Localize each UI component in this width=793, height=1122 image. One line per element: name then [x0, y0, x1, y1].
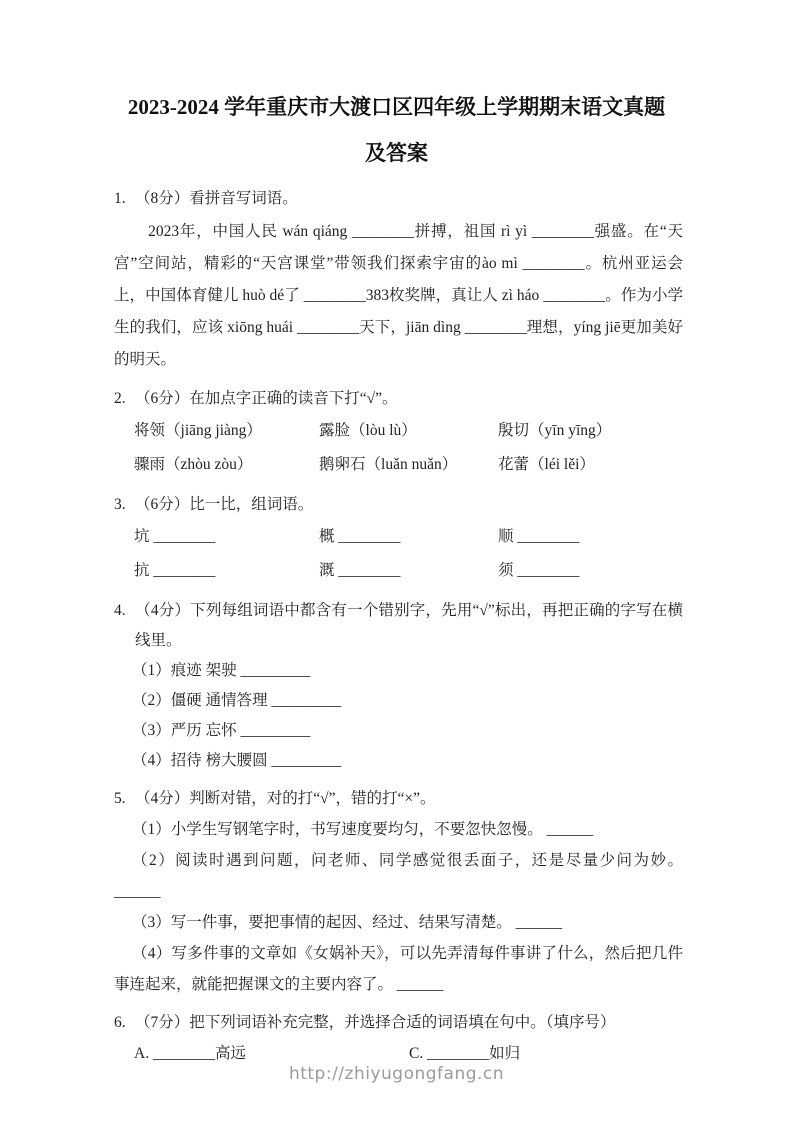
dotted-char: 殷 ·: [498, 422, 514, 439]
word-blank-shun: 顺 ________: [498, 528, 580, 545]
dotted-char: 卵 ·: [335, 456, 351, 473]
question-6-heading: [114, 1008, 683, 1038]
question-6: [114, 1008, 683, 1069]
pinyin-item-yinqie: [498, 414, 683, 448]
item-rest: （léi lěi）: [529, 456, 595, 473]
item-rest: 雨（zhòu zòu）: [149, 456, 253, 473]
question-4-item-3: （3）严历 忘怀 _________: [132, 722, 311, 739]
question-5-item-2: （2）阅读时遇到问题，问老师、同学感觉很丢面子，还是尽量少问为妙。 ______: [114, 852, 683, 900]
word-blank-xu: 须 ________: [498, 562, 580, 579]
pinyin-item-hualei: [498, 448, 683, 482]
word-blank-kang: 抗 ________: [134, 562, 216, 579]
exam-content: [0, 184, 793, 1069]
item-rest: 切（yīn yīng）: [513, 422, 612, 439]
word-blank-gai: 概 ________: [319, 528, 401, 545]
word-blank-gai2: 溉 ________: [319, 562, 401, 579]
item-rest: 石（luǎn nuǎn）: [350, 456, 458, 473]
question-4-item-4: （4）招待 榜大腰圆 _________: [132, 752, 342, 769]
question-2-text: （6分）在加点字正确的读音下打“√”。: [135, 390, 398, 407]
question-2-heading: [114, 384, 683, 414]
question-2-row-1: [134, 414, 683, 448]
question-2-number: 2.: [114, 390, 126, 407]
dotted-char: 蕾 ·: [514, 456, 530, 473]
pinyin-item-jiangling: [134, 414, 319, 448]
page-title: [0, 84, 793, 176]
title-line-2: 及答案: [365, 141, 428, 165]
question-3-text: （6分）比一比，组词语。: [135, 496, 314, 513]
question-4-item-2: （2）僵硬 通情答理 _________: [132, 692, 342, 709]
item-rest: 脸（lòu lù）: [334, 422, 417, 439]
question-3-heading: [114, 490, 683, 520]
question-5: [114, 784, 683, 1000]
question-6-number: 6.: [114, 1014, 126, 1031]
question-5-item-4: （4）写多件事的文章如《女娲补天》，可以先弄清每件事讲了什么，然后把几件事连起来，就能把握课文的主要内容了。 ______: [114, 945, 683, 993]
question-5-number: 5.: [114, 790, 126, 807]
question-1-text: （8分）看拼音写词语。: [135, 190, 298, 207]
question-3-row-1: [134, 520, 683, 554]
question-1-passage: 2023年，中国人民 wán qiáng ________拼搏，祖国 rì yì ________强盛。在“天宫”空间站，精彩的“天宫课堂”带领我们探索宇宙的ào mì ________。杭州亚运会上，中国体育健儿 huò dé了 ________383枚奖牌，真让人 zì háo ________。作为小学生的我们，应该 xiōng huái ________天下，jiān dìng ________理想，yíng jiē更加美好的明天。: [114, 223, 683, 368]
pinyin-item-eluanshi: [319, 448, 498, 482]
question-1-heading: [114, 184, 683, 214]
question-1: [114, 184, 683, 376]
question-5-item-1: （1）小学生写钢笔字时，书写速度要均匀，不要忽快忽慢。 ______: [132, 821, 594, 838]
question-4-number: 4.: [114, 602, 126, 619]
question-6-text: （7分）把下列词语补充完整，并选择合适的词语填在句中。（填序号）: [135, 1014, 616, 1031]
footer-url: http://zhiyugongfang.cn: [288, 1064, 505, 1084]
item-prefix: 鹅: [319, 456, 335, 473]
question-5-item-3: （3）写一件事，要把事情的起因、经过、结果写清楚。 ______: [132, 914, 563, 931]
item-prefix: 花: [498, 456, 514, 473]
question-5-text: （4分）判断对错，对的打“√”，错的打“×”。: [135, 790, 436, 807]
item-rest: 领（jiāng jiàng）: [149, 422, 262, 439]
question-3-number: 3.: [114, 496, 126, 513]
title-line-1: 2023-2024 学年重庆市大渡口区四年级上学期期末语文真题: [127, 95, 666, 119]
question-4-text: （4分）下列每组词语中都含有一个错别字，先用“√”标出，再把正确的字写在横线里。: [135, 602, 683, 649]
option-c: C. ________如归: [409, 1045, 521, 1062]
question-3-row-2: [134, 554, 683, 588]
pinyin-item-zhouyu: [134, 448, 319, 482]
question-2-row-2: [134, 448, 683, 482]
question-4: [114, 596, 683, 776]
question-4-heading: [114, 596, 683, 656]
pinyin-item-loulian: [319, 414, 498, 448]
question-5-heading: [114, 784, 683, 814]
word-blank-keng: 坑 ________: [134, 528, 216, 545]
option-a: A. ________高远: [134, 1045, 246, 1062]
dotted-char: 将 ·: [134, 422, 150, 439]
dotted-char: 骤 ·: [134, 456, 150, 473]
question-2: [114, 384, 683, 482]
question-4-item-1: （1）痕迹 架驶 _________: [132, 662, 311, 679]
question-1-number: 1.: [114, 190, 126, 207]
question-3: [114, 490, 683, 588]
dotted-char: 露 ·: [319, 422, 335, 439]
